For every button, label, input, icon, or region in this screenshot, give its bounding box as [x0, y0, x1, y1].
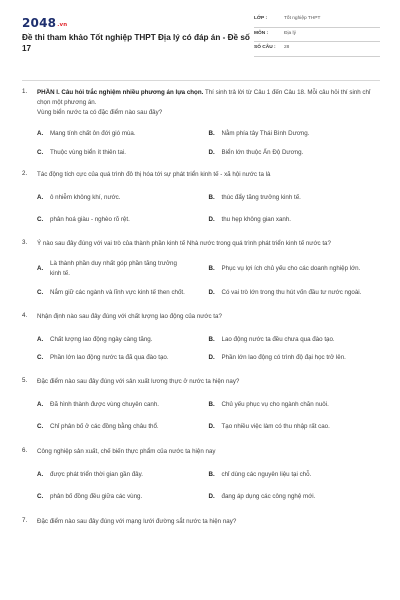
option-letter: C.: [37, 148, 44, 156]
option-d[interactable]: [209, 288, 381, 298]
option-text: đang áp dụng các công nghệ mới.: [221, 493, 316, 500]
question-text: [37, 88, 380, 118]
option-text: Chủ yếu phục vụ cho ngành chăn nuôi.: [221, 400, 329, 408]
question: [22, 517, 380, 527]
meta-label: LỚP :: [254, 16, 268, 21]
option-letter: B.: [208, 400, 215, 408]
question-number: 4.: [22, 311, 28, 319]
option-row: [37, 400, 380, 410]
option-row: [37, 353, 380, 363]
option-b[interactable]: [209, 264, 381, 274]
option-row: [37, 193, 380, 203]
question: [22, 447, 380, 502]
page-header: [0, 0, 400, 64]
option-text: Lao động nước ta đều chưa qua đào tạo.: [221, 335, 335, 343]
question-number: 3.: [22, 239, 28, 246]
question: [22, 170, 380, 224]
section-instructions: Thí sinh trả lời từ Câu 1 đến Câu 18. Mỗi câu hỏi thí sinh chỉ chọn một phương án.: [37, 89, 371, 106]
option-row: [37, 129, 380, 139]
option-letter: A.: [37, 194, 44, 201]
option-letter: B.: [208, 264, 215, 272]
option-a[interactable]: [37, 400, 209, 410]
option-row: [37, 470, 380, 480]
option-letter: A.: [37, 470, 44, 478]
option-row: [37, 288, 380, 298]
option-text: Biển lớn thuộc Ấn Độ Dương.: [221, 148, 304, 156]
option-text: ô nhiễm không khí, nước.: [50, 194, 121, 201]
option-letter: A.: [37, 335, 44, 343]
option-text: Chỉ phân bố ở các đồng bằng châu thổ.: [50, 423, 159, 430]
option-d[interactable]: [209, 492, 381, 502]
option-letter: C.: [37, 289, 44, 296]
question-number: 5.: [22, 376, 28, 384]
option-row: [37, 422, 380, 432]
option-letter: D.: [208, 289, 215, 296]
meta-row-count: [254, 42, 380, 57]
question: [22, 312, 380, 363]
option-c[interactable]: [37, 492, 209, 502]
option-text: Phần lớn lao động có trình độ đại học trở lên.: [221, 354, 346, 361]
option-text: thu hẹp không gian xanh.: [221, 215, 291, 223]
question-stem: Tác động tích cực của quá trình đô thị hóa tới sự phát triển kinh tế - xã hội nước ta là: [37, 171, 271, 178]
option-d[interactable]: [209, 148, 381, 158]
option-b[interactable]: [209, 335, 381, 345]
document-title: Đề thi tham khảo Tốt nghiệp THPT Địa lý có đáp án - Đề số 17: [22, 33, 250, 53]
option-letter: D.: [208, 148, 215, 156]
meta-value: 28: [284, 45, 290, 50]
question-number: 6.: [22, 446, 28, 454]
question-stem: Vùng biển nước ta có đặc điểm nào sau đây?: [37, 109, 163, 116]
option-row: [37, 492, 380, 502]
option-text: Đã hình thành được vùng chuyên canh.: [50, 400, 159, 408]
logo-suffix: .vn: [57, 22, 68, 28]
option-letter: C.: [37, 215, 44, 223]
option-letter: D.: [208, 423, 215, 430]
option-letter: A.: [37, 130, 44, 137]
option-text: Tạo nhiều việc làm có thu nhập rất cao.: [221, 423, 330, 430]
question-number: 1.: [22, 88, 28, 95]
option-letter: D.: [208, 215, 215, 223]
option-text: thúc đẩy tăng trưởng kinh tế.: [221, 194, 301, 201]
question: [22, 88, 380, 157]
option-b[interactable]: [209, 193, 381, 203]
option-letter: A.: [37, 264, 44, 272]
option-group: [37, 335, 380, 363]
option-text: Phục vụ lợi ích chủ yếu cho các doanh nghiệp lớn.: [221, 264, 361, 272]
option-text: Nắm giữ các ngành và lĩnh vực kinh tế then chốt.: [50, 289, 185, 296]
option-d[interactable]: [209, 215, 381, 225]
question-stem: Ý nào sau đây đúng với vai trò của thành phần kinh tế Nhà nước trong quá trình phát triển kinh tế nước ta?: [37, 240, 331, 247]
meta-row-class: [254, 13, 380, 28]
option-c[interactable]: [37, 288, 209, 298]
question-stem: Đặc điểm nào sau đây đúng với sản xuất lương thực ở nước ta hiện nay?: [37, 377, 240, 385]
option-a[interactable]: [37, 259, 209, 278]
option-letter: A.: [37, 400, 44, 408]
option-row: [37, 335, 380, 345]
question: [22, 377, 380, 432]
option-text: Thuộc vùng biển ít thiên tai.: [50, 148, 127, 156]
option-d[interactable]: [209, 353, 381, 363]
meta-label: MÔN :: [254, 30, 269, 36]
option-letter: C.: [37, 493, 44, 500]
option-b[interactable]: [209, 400, 381, 410]
option-row: [37, 259, 380, 278]
option-text: phân bố đồng đều giữa các vùng.: [50, 493, 143, 500]
option-group: [37, 129, 380, 157]
question-number: 7.: [22, 516, 28, 524]
option-group: [37, 193, 380, 224]
option-letter: D.: [208, 354, 215, 361]
question-list: [22, 88, 380, 527]
option-letter: C.: [37, 423, 44, 430]
option-row: [37, 215, 380, 225]
logo-text: 2048: [22, 16, 57, 30]
option-letter: C.: [37, 354, 44, 361]
meta-value: Tốt nghiệp THPT: [284, 16, 321, 21]
option-c[interactable]: [37, 148, 209, 158]
option-a[interactable]: [37, 129, 209, 139]
option-a[interactable]: [37, 335, 209, 345]
option-c[interactable]: [37, 215, 209, 225]
meta-value: Địa lý: [284, 30, 296, 36]
option-text: chỉ dùng các nguyên liệu tại chỗ.: [221, 470, 312, 478]
option-letter: B.: [208, 470, 215, 478]
option-letter: B.: [208, 130, 215, 137]
option-letter: B.: [208, 335, 215, 343]
option-b[interactable]: [209, 129, 381, 139]
option-d[interactable]: [209, 422, 381, 432]
meta-table: [254, 13, 380, 57]
option-b[interactable]: [209, 470, 381, 480]
question-stem: Công nghiệp sản xuất, chế biến thực phẩm của nước ta hiện nay: [37, 447, 216, 455]
question-stem: Đặc điểm nào sau đây đúng với mạng lưới đường sắt nước ta hiện nay?: [37, 517, 237, 525]
option-text: được phát triển thời gian gần đây.: [50, 470, 143, 478]
option-text: Chất lượng lao động ngày càng tăng.: [50, 335, 153, 343]
option-text: Nằm phía tây Thái Bình Dương.: [221, 130, 310, 137]
option-a[interactable]: [37, 193, 209, 203]
question: [22, 239, 380, 298]
option-group: [37, 470, 380, 502]
option-text: Mang tính chất ôn đới gió mùa.: [50, 130, 136, 137]
question-number: 2.: [22, 170, 28, 177]
option-c[interactable]: [37, 422, 209, 432]
option-group: [37, 259, 380, 298]
header-divider: [22, 80, 380, 81]
option-group: [37, 400, 380, 432]
meta-label: SỐ CÂU :: [254, 45, 276, 50]
option-c[interactable]: [37, 353, 209, 363]
meta-row-subject: [254, 28, 380, 43]
option-text: Phần lớn lao động nước ta đã qua đào tạo.: [50, 354, 169, 361]
option-letter: D.: [208, 493, 215, 500]
site-logo[interactable]: [22, 16, 67, 30]
option-text: phân hoá giàu - nghèo rõ rệt.: [50, 215, 130, 223]
option-letter: B.: [208, 194, 215, 201]
section-heading: PHẦN I. Câu hỏi trắc nghiệm nhiều phương án lựa chọn.: [37, 89, 204, 96]
option-text: Có vai trò lớn trong thu hút vốn đầu tư nước ngoài.: [221, 289, 362, 296]
question-stem: Nhận định nào sau đây đúng với chất lượng lao động của nước ta?: [37, 312, 222, 320]
option-row: [37, 148, 380, 158]
option-text: Là thành phần duy nhất góp phần tăng trưởng kinh tế.: [50, 260, 177, 277]
option-a[interactable]: [37, 470, 209, 480]
